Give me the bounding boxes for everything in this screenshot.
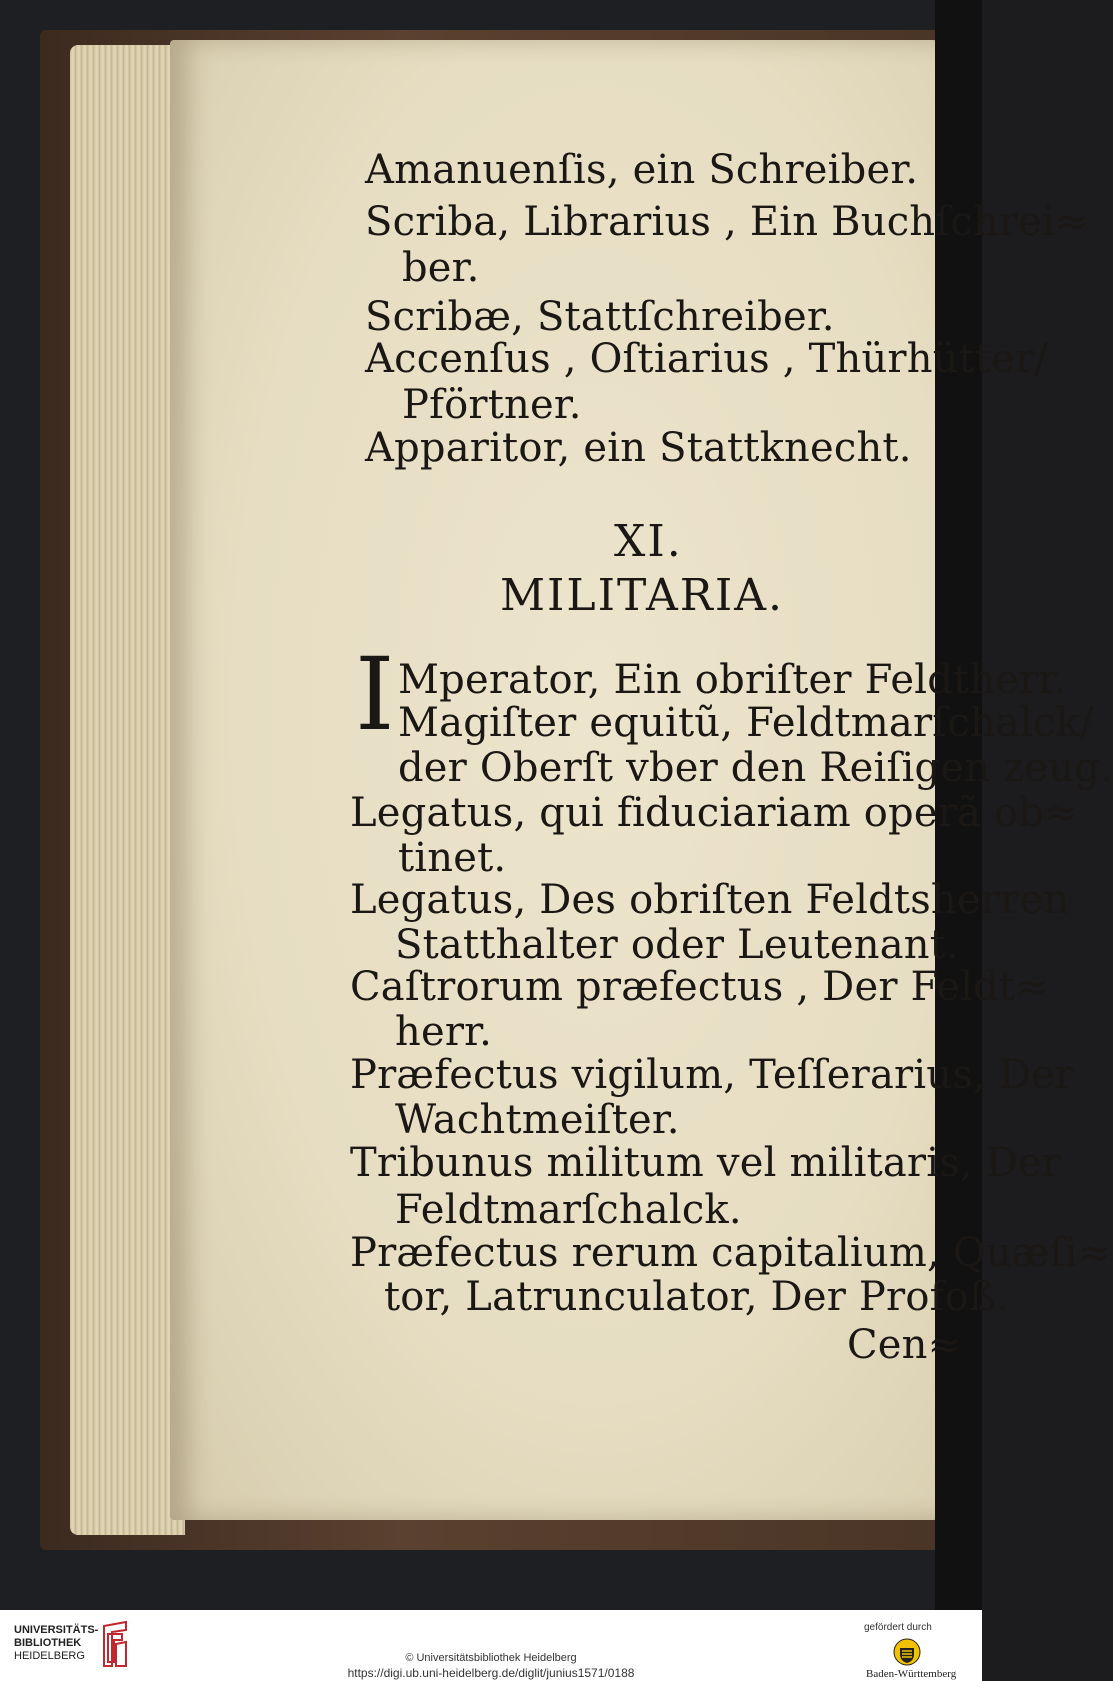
- text-line: Scriba, Librarius , Ein Buchſchrei≈: [365, 199, 1089, 245]
- logo-line: HEIDELBERG: [14, 1650, 85, 1662]
- text-line: Mperator, Ein obriſter Feldtherr.: [398, 657, 1067, 703]
- text-line: Legatus, Des obriſten Feldtsherren: [350, 877, 1070, 923]
- text-line: Magiſter equitũ, Feldtmarſchalck/: [398, 700, 1094, 746]
- text-line: Scribæ, Stattſchreiber.: [365, 294, 835, 340]
- page-url[interactable]: https://digi.ub.uni-heidelberg.de/diglit/junius1571/0188: [347, 1666, 635, 1680]
- text-line: tor, Latrunculator, Der Profoß.: [384, 1274, 1009, 1320]
- catchword: Cen≈: [847, 1322, 962, 1368]
- text-line: ber.: [402, 245, 480, 291]
- sponsor-name: Baden-Württemberg: [866, 1668, 957, 1680]
- text-line: Præfectus rerum capitalium, Quæſi≈: [350, 1230, 1112, 1276]
- text-line: Statthalter oder Leutenant.: [395, 922, 959, 968]
- text-line: Wachtmeiſter.: [395, 1097, 680, 1143]
- viewer-footer: [0, 1610, 982, 1681]
- page-edges: [70, 45, 185, 1535]
- drop-cap: I: [355, 636, 395, 753]
- text-line: der Oberſt vber den Reiſigen zeug.: [398, 745, 1113, 791]
- logo-line: UNIVERSITÄTS-: [14, 1624, 99, 1636]
- text-line: tinet.: [398, 835, 507, 881]
- baden-wuerttemberg-seal-icon[interactable]: [893, 1638, 921, 1666]
- copyright-notice: © Universitätsbibliothek Heidelberg: [405, 1652, 577, 1664]
- text-line: Caſtrorum præfectus , Der Feldt≈: [350, 964, 1049, 1010]
- text-line: Præfectus vigilum, Teſſerarius, Der: [350, 1052, 1075, 1098]
- text-line: Apparitor, ein Stattknecht.: [365, 425, 912, 471]
- section-number: XI.: [614, 516, 683, 567]
- text-line: Feldtmarſchalck.: [395, 1187, 742, 1233]
- logo-line: BIBLIOTHEK: [14, 1637, 82, 1649]
- text-line: Amanuenſis, ein Schreiber.: [365, 147, 919, 193]
- text-line: Tribunus militum vel militaris, Der: [350, 1140, 1062, 1186]
- text-line: Legatus, qui fiduciariam operã ob≈: [350, 790, 1078, 836]
- funded-by-label: gefördert durch: [864, 1622, 932, 1633]
- text-line: Pförtner.: [402, 382, 582, 428]
- text-line: herr.: [395, 1009, 492, 1055]
- section-title: MILITARIA.: [500, 570, 785, 621]
- text-line: Accenſus , Oſtiarius , Thürhütter/: [365, 336, 1049, 382]
